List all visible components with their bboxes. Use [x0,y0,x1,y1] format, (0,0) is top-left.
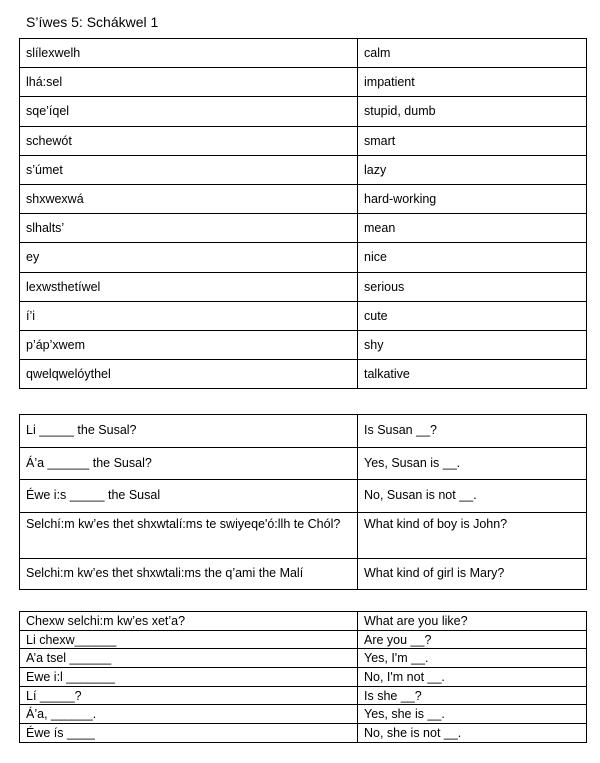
english-phrase: No, Susan is not __. [358,480,587,513]
english-word: smart [358,126,587,155]
halq-phrase: Á’a ______ the Susal? [20,447,358,480]
page-title: S’íwes 5: Schákwel 1 [26,14,159,30]
english-phrase: What kind of boy is John? [358,512,587,558]
halq-word: s’úmet [20,155,358,184]
table-row [20,705,587,724]
halq-phrase: Selchí:m kw’es thet shxwtalí:ms te swiyeqe'ó:llh te Chól? [20,512,358,558]
table-row [20,480,587,513]
halq-phrase: Chexw selchi:m kw’es xet’a? [20,612,358,631]
english-phrase: No, I'm not __. [358,668,587,687]
table-row [20,724,587,743]
halq-word: schewót [20,126,358,155]
halq-word: í’i [20,301,358,330]
english-word: talkative [358,360,587,389]
halq-word: qwelqwelóythel [20,360,358,389]
halq-phrase: Éwe ís ____ [20,724,358,743]
table-row [20,272,587,301]
table-row [20,97,587,126]
table-row [20,630,587,649]
english-phrase: What are you like? [358,612,587,631]
table-row [20,512,587,558]
english-phrase: No, she is not __. [358,724,587,743]
phrase-table [19,414,587,590]
table-row [20,39,587,68]
halq-word: lhá:sel [20,68,358,97]
table-row [20,668,587,687]
halq-phrase: Éwe i:s _____ the Susal [20,480,358,513]
table-row [20,330,587,359]
halq-word: sqe’íqel [20,97,358,126]
halq-phrase: Selchi:m kw’es thet shxwtali:ms the q’ami the Malí [20,558,358,589]
table-row [20,686,587,705]
english-phrase: Yes, she is __. [358,705,587,724]
table-row [20,301,587,330]
halq-word: slílexwelh [20,39,358,68]
english-word: impatient [358,68,587,97]
table-row [20,612,587,631]
table-row [20,126,587,155]
english-word: hard-working [358,184,587,213]
halq-word: ey [20,243,358,272]
halq-word: p’áp’xwem [20,330,358,359]
halq-word: shxwexwá [20,184,358,213]
english-phrase: Is she __? [358,686,587,705]
english-word: nice [358,243,587,272]
halq-word: slhalts’ [20,214,358,243]
english-word: serious [358,272,587,301]
english-phrase: Yes, Susan is __. [358,447,587,480]
table-row [20,558,587,589]
vocabulary-table [19,38,587,389]
english-word: mean [358,214,587,243]
table-row [20,360,587,389]
halq-phrase: Ewe i:l _______ [20,668,358,687]
english-word: cute [358,301,587,330]
self-description-table [19,611,587,743]
halq-phrase: Á’a, ______. [20,705,358,724]
table-row [20,447,587,480]
english-word: shy [358,330,587,359]
table-row [20,155,587,184]
english-phrase: Is Susan __? [358,415,587,448]
table-row [20,68,587,97]
halq-phrase: Li _____ the Susal? [20,415,358,448]
halq-phrase: Lí _____? [20,686,358,705]
halq-phrase: A’a tsel ______ [20,649,358,668]
halq-word: lexwsthetíwel [20,272,358,301]
english-word: stupid, dumb [358,97,587,126]
english-word: calm [358,39,587,68]
table-row [20,214,587,243]
table-row [20,243,587,272]
table-row [20,649,587,668]
english-phrase: Are you __? [358,630,587,649]
halq-phrase: Li chexw______ [20,630,358,649]
english-phrase: What kind of girl is Mary? [358,558,587,589]
english-word: lazy [358,155,587,184]
table-row [20,415,587,448]
english-phrase: Yes, I'm __. [358,649,587,668]
table-row [20,184,587,213]
